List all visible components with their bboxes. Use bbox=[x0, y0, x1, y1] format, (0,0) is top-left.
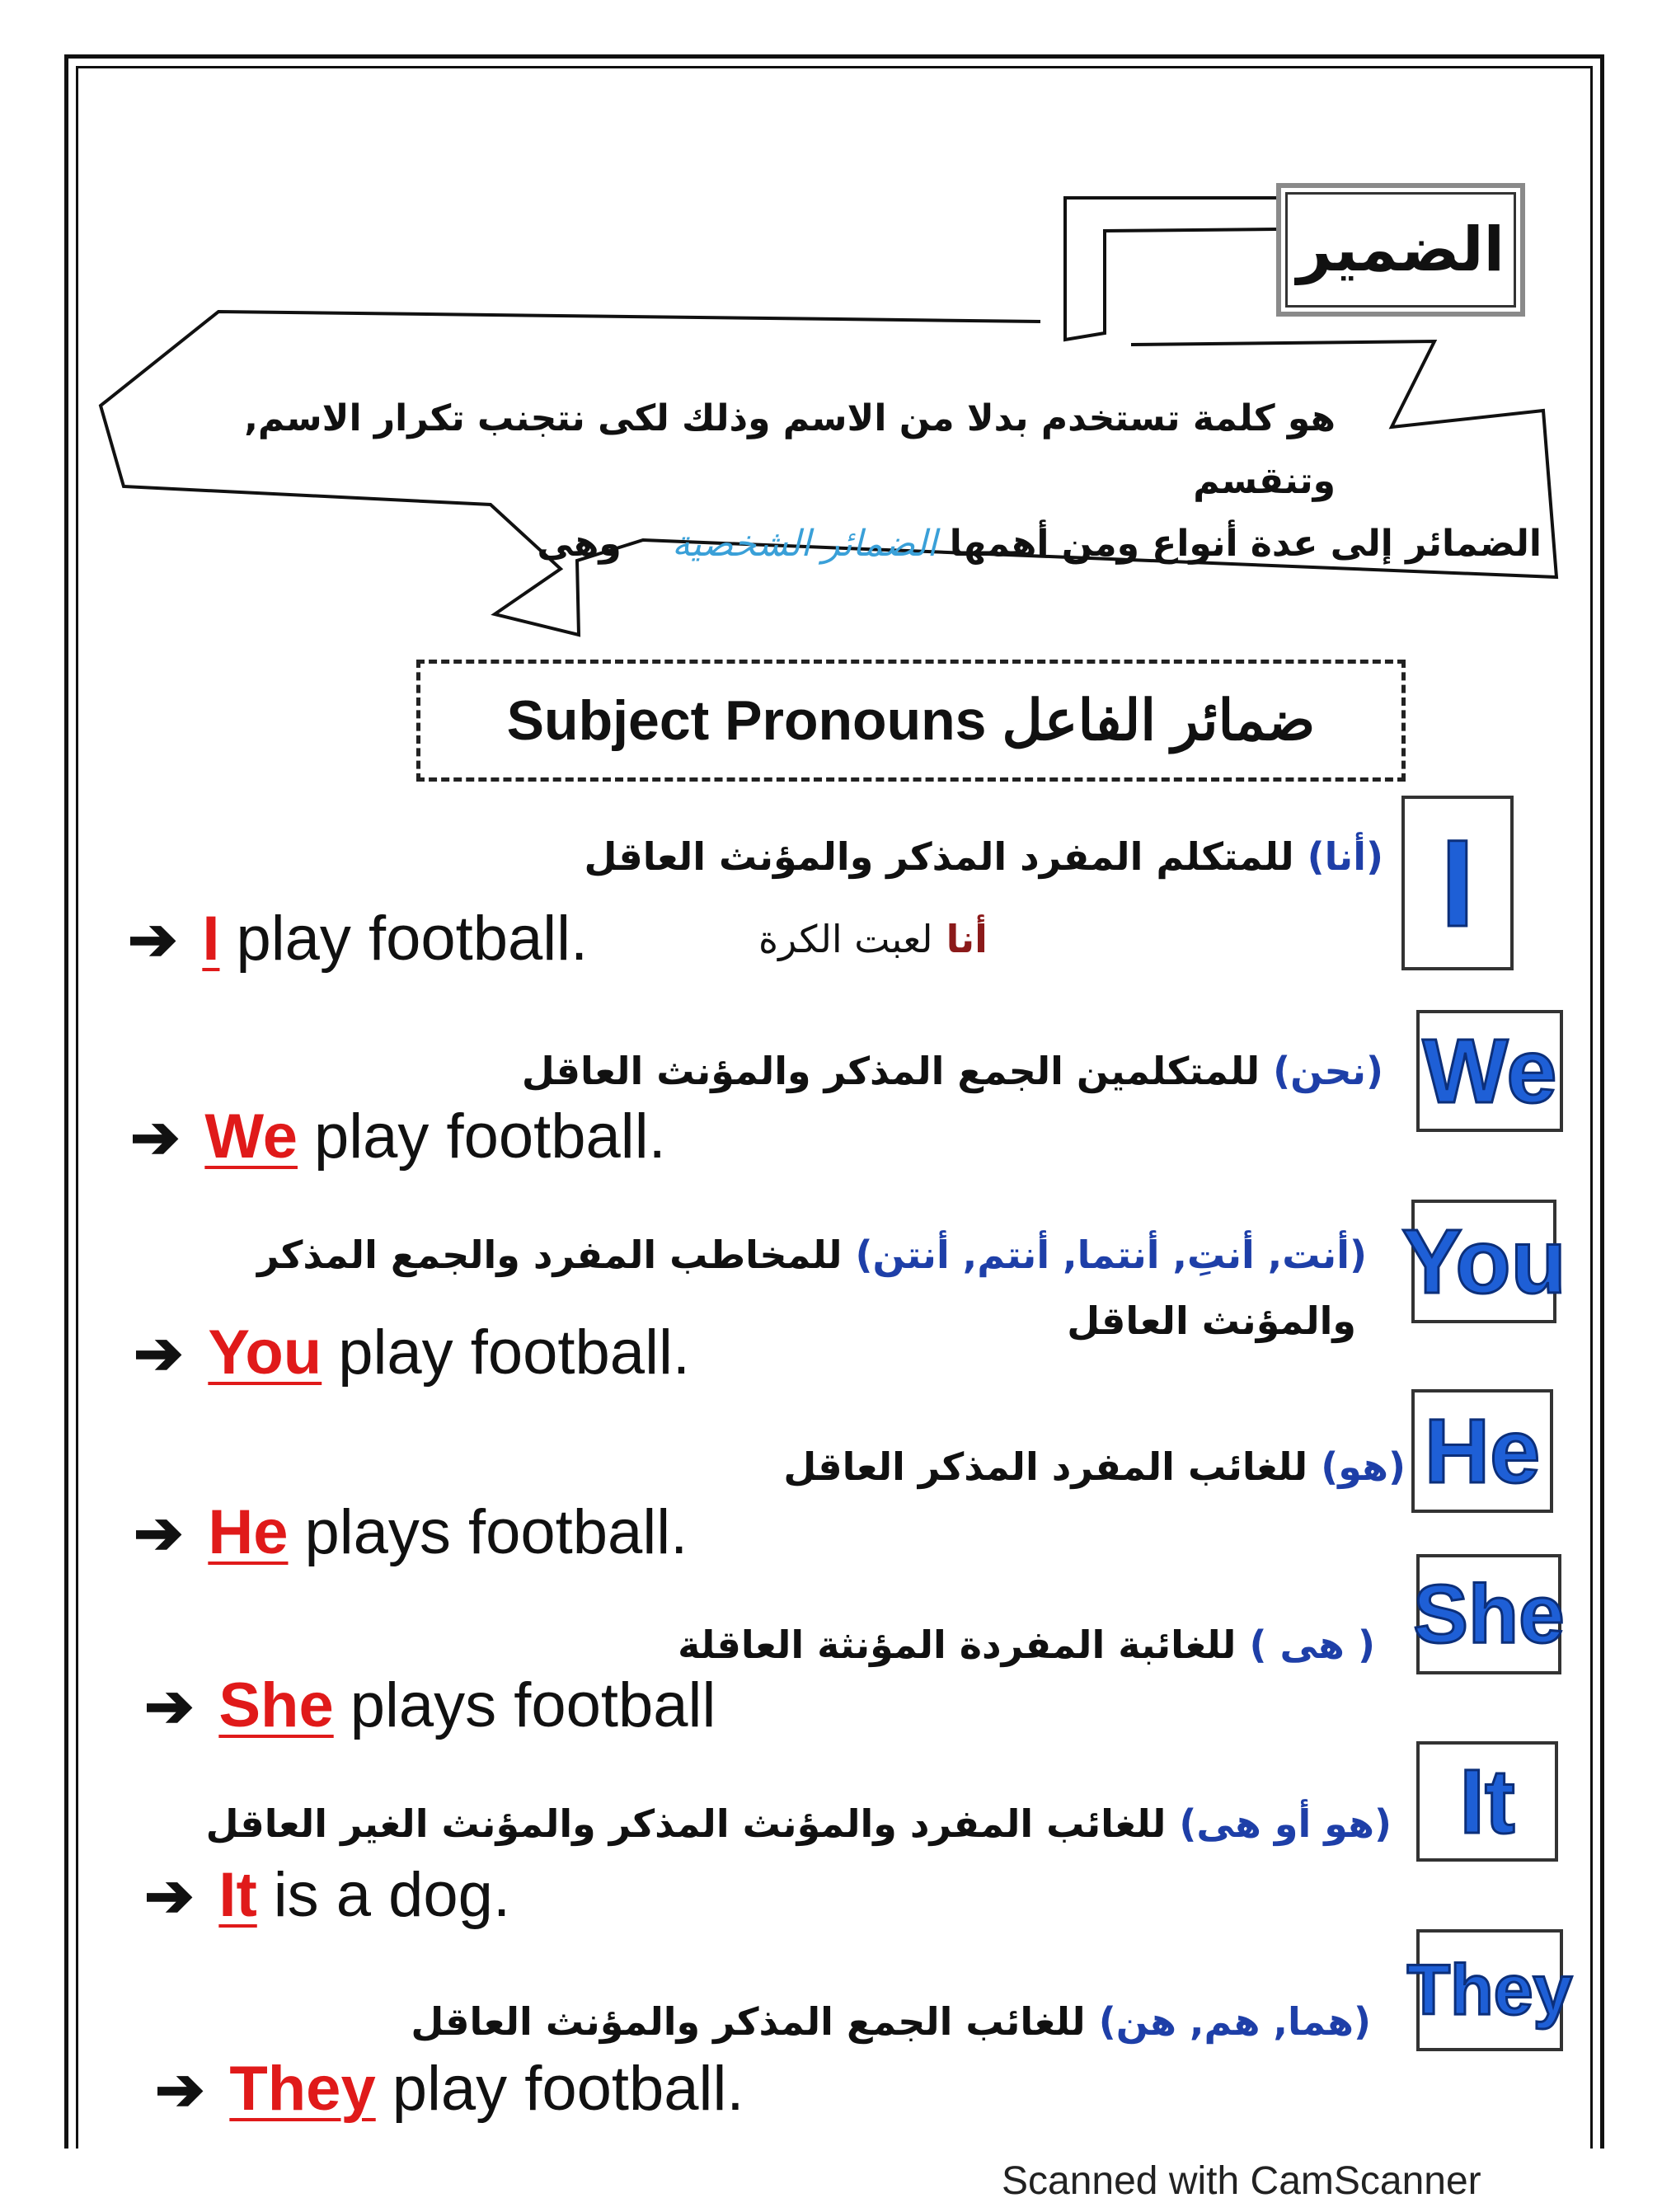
arrow-icon: ➔ bbox=[130, 1105, 181, 1171]
pronoun-example bbox=[155, 2053, 744, 2125]
pronoun-arabic-desc: للغائب المفرد والمؤنث المذكر والمؤنث الغير العاقل bbox=[205, 1801, 1167, 1846]
page-title: الضمير bbox=[1297, 214, 1505, 285]
pronoun-box-label: We bbox=[1422, 1020, 1557, 1122]
pronoun-example bbox=[144, 1859, 510, 1931]
pronoun-description bbox=[584, 834, 1383, 879]
section-title: Subject Pronouns ضمائر الفاعل bbox=[506, 688, 1316, 752]
pronoun-box-label: It bbox=[1459, 1750, 1515, 1853]
arrow-icon: ➔ bbox=[144, 1863, 195, 1929]
pronoun-box-label: I bbox=[1440, 813, 1475, 952]
pronoun-box-he bbox=[1411, 1389, 1553, 1513]
title-box bbox=[1276, 183, 1525, 317]
pronoun-example bbox=[130, 1101, 666, 1172]
pronoun-example bbox=[128, 903, 588, 975]
section-title-box bbox=[416, 660, 1406, 782]
pronoun-arabic-desc: للمتكلمين الجمع المذكر والمؤنث العاقل bbox=[521, 1049, 1261, 1093]
pronoun-arabic-desc: للغائبة المفردة المؤنثة العاقلة bbox=[678, 1623, 1237, 1667]
example-translation bbox=[758, 917, 988, 961]
pronoun-subject: She bbox=[218, 1670, 334, 1740]
scanner-watermark: Scanned with CamScanner bbox=[1002, 2159, 1481, 2203]
example-translation-red: أنا bbox=[946, 917, 988, 961]
pronoun-example-rest: play football. bbox=[392, 2054, 744, 2124]
pronoun-example bbox=[134, 1496, 688, 1568]
intro-highlight: الضمائر الشخصية bbox=[672, 523, 937, 565]
pronoun-box-label: She bbox=[1413, 1567, 1565, 1660]
pronoun-description bbox=[522, 1049, 1383, 1093]
intro-line-2-end: وهى bbox=[537, 523, 622, 565]
pronoun-example-rest: play football. bbox=[313, 1101, 666, 1172]
pronoun-subject: It bbox=[218, 1860, 257, 1930]
pronoun-box-i bbox=[1401, 796, 1514, 970]
pronoun-example-rest: play football. bbox=[236, 904, 589, 974]
pronoun-subject: You bbox=[208, 1317, 322, 1388]
arrow-icon: ➔ bbox=[144, 1674, 195, 1740]
pronoun-description bbox=[257, 1233, 1367, 1277]
pronoun-arabic-paren: (هو أو هى) bbox=[1179, 1801, 1392, 1846]
pronoun-subject: I bbox=[202, 904, 220, 974]
pronoun-description-line-2: والمؤنث العاقل bbox=[1067, 1299, 1356, 1343]
arrow-icon: ➔ bbox=[155, 2057, 205, 2123]
example-translation-plain: لعبت الكرة bbox=[758, 917, 933, 961]
intro-paragraph bbox=[132, 387, 1550, 575]
pronoun-arabic-paren: (نحن) bbox=[1273, 1049, 1383, 1093]
arrow-icon: ➔ bbox=[128, 907, 178, 973]
arrow-icon: ➔ bbox=[134, 1500, 184, 1566]
arrow-icon: ➔ bbox=[134, 1321, 184, 1387]
pronoun-example bbox=[144, 1670, 716, 1741]
pronoun-description bbox=[783, 1444, 1406, 1489]
pronoun-example-rest: play football. bbox=[338, 1317, 690, 1388]
pronoun-arabic-desc: للغائب المفرد المذكر العاقل bbox=[783, 1444, 1308, 1489]
pronoun-box-she bbox=[1413, 1554, 1565, 1674]
pronoun-arabic-desc: للغائب الجمع المذكر والمؤنث العاقل bbox=[411, 1999, 1086, 2044]
pronoun-box-it bbox=[1416, 1741, 1558, 1862]
pronoun-arabic-desc: للمخاطب المفرد والجمع المذكر bbox=[257, 1233, 843, 1277]
pronoun-arabic-paren: (هما, هم, هن) bbox=[1098, 1999, 1371, 2044]
intro-line-1: هو كلمة تستخدم بدلا من الاسم وذلك لكى نتجنب تكرار الاسم, وتنقسم bbox=[244, 397, 1336, 502]
pronoun-arabic-paren: (أنا) bbox=[1307, 834, 1383, 879]
pronoun-subject: He bbox=[208, 1497, 289, 1567]
pronoun-box-label: They bbox=[1406, 1950, 1573, 2030]
pronoun-subject: They bbox=[229, 2054, 376, 2124]
pronoun-arabic-paren: (هو) bbox=[1321, 1444, 1406, 1489]
pronoun-description bbox=[411, 1999, 1371, 2044]
intro-line-2 bbox=[132, 513, 1550, 575]
intro-line-2-start: الضمائر إلى عدة أنواع ومن أهمها bbox=[949, 523, 1542, 565]
pronoun-description bbox=[206, 1801, 1392, 1846]
pronoun-example bbox=[134, 1317, 690, 1388]
pronoun-box-you bbox=[1401, 1200, 1566, 1323]
pronoun-description bbox=[678, 1623, 1375, 1667]
pronoun-arabic-desc: للمتكلم المفرد المذكر والمؤنث العاقل bbox=[584, 834, 1294, 879]
pronoun-arabic-paren: (أنت, أنتِ, أنتما, أنتم, أنتن) bbox=[855, 1233, 1367, 1277]
pronoun-subject: We bbox=[204, 1101, 298, 1172]
pronoun-box-they bbox=[1406, 1929, 1573, 2051]
pronoun-example-rest: plays football bbox=[350, 1670, 716, 1740]
pronoun-example-rest: is a dog. bbox=[273, 1860, 511, 1930]
pronoun-box-label: He bbox=[1424, 1400, 1541, 1502]
pronoun-box-we bbox=[1416, 1010, 1563, 1132]
pronoun-box-label: You bbox=[1401, 1210, 1566, 1313]
pronoun-arabic-paren: ( هى ) bbox=[1249, 1623, 1375, 1667]
pronoun-example-rest: plays football. bbox=[304, 1497, 688, 1567]
